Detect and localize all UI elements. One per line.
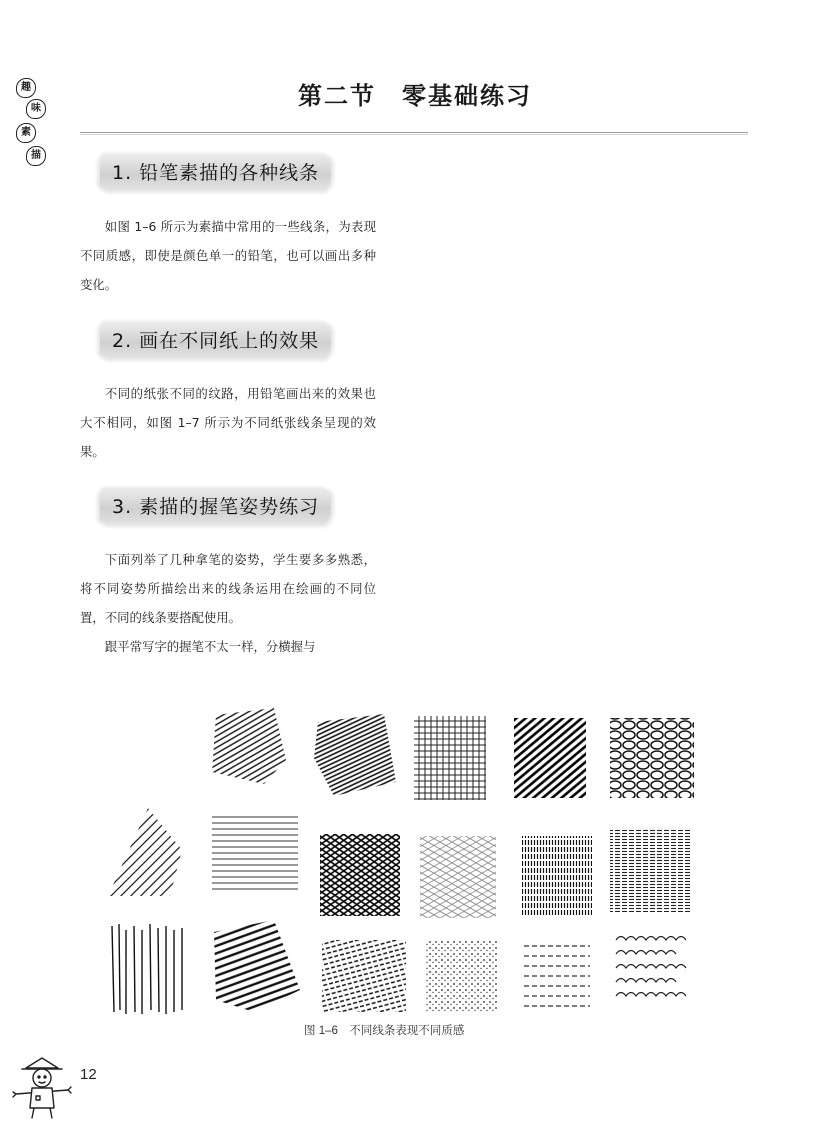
swatch-horizontal-texture [610, 828, 690, 912]
section-heading-1: 1. 铅笔素描的各种线条 [100, 156, 331, 190]
swatch-dots [426, 940, 498, 1012]
swatch-diagonal-strokes [214, 920, 300, 1012]
side-badge-3: 素 [16, 123, 36, 143]
side-badge-1: 趣 [16, 78, 36, 98]
page-title: 第二节 零基础练习 [298, 82, 532, 110]
section-1-paragraph-1: 如图 1–6 所示为素描中常用的一些线条，为表现不同质感，即使是颜色单一的铅笔，也可以画出多种变化。 [80, 219, 376, 292]
page-number: 12 [80, 1066, 97, 1083]
swatch-stippled-hatch [322, 940, 406, 1012]
section-3-paragraph-2: 跟平常写字的握笔不太一样，分横握与 [104, 639, 316, 654]
figure-caption: 图 1–6 不同线条表现不同质感 [304, 1025, 465, 1037]
pencil-texture-swatches [104, 700, 704, 1018]
swatch-horizontal-lines [212, 812, 298, 892]
swatch-vertical-texture [522, 836, 592, 916]
swatch-diagonal-medium [314, 714, 396, 796]
title-rule [80, 132, 748, 133]
side-badges [12, 78, 54, 178]
swatch-diagonal-dense [212, 708, 286, 784]
section-3-paragraph-1: 下面列举了几种拿笔的姿势，学生要多多熟悉，将不同姿势所描绘出来的线条运用在绘画的不同位置，不同的线条要搭配使用。 [80, 552, 376, 625]
section-heading-3: 3. 素描的握笔姿势练习 [100, 490, 331, 524]
side-badge-2: 味 [26, 99, 46, 119]
swatch-diagonal-sparse [108, 808, 182, 896]
scarecrow-mascot-icon [12, 1054, 72, 1120]
swatch-crosshatch-dense [320, 834, 400, 916]
figure-1-6 [104, 700, 704, 1018]
side-badge-4: 描 [26, 146, 46, 166]
swatch-dashes [524, 946, 590, 1006]
swatch-light-crosshatch [420, 836, 496, 918]
swatch-cursive-loops [616, 937, 686, 997]
section-heading-2: 2. 画在不同纸上的效果 [100, 324, 331, 358]
swatch-scribble-loops [610, 718, 694, 798]
section-3-body [80, 545, 376, 661]
section-1-body [80, 212, 376, 299]
section-2-body [80, 379, 376, 466]
swatch-crosshatch-grid [414, 716, 486, 800]
swatch-vertical-lines [112, 924, 182, 1014]
swatch-diagonal-bold [514, 718, 586, 798]
section-2-paragraph-1: 不同的纸张不同的纹路，用铅笔画出来的效果也大不相同，如图 1–7 所示为不同纸张线条呈现的效果。 [80, 386, 376, 459]
